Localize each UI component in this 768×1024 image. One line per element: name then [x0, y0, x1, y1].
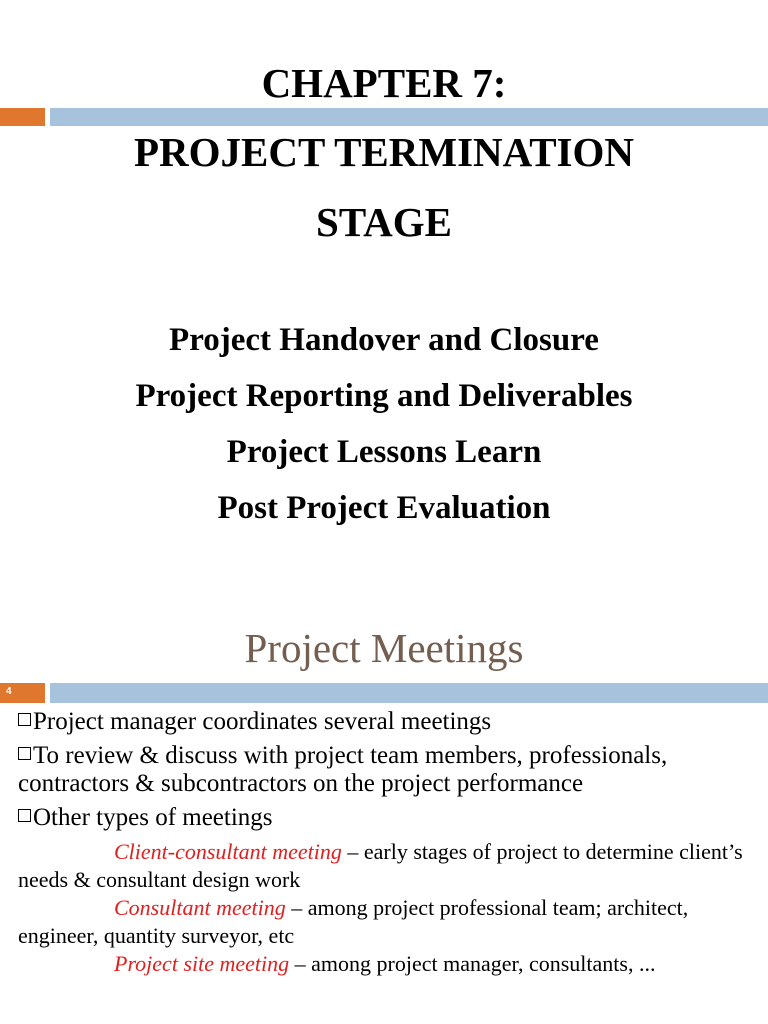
meeting-type-item: [18, 838, 753, 894]
bullet-text: To review & discuss with project team members, professionals, contractors & subcontractors on the project performance: [18, 742, 668, 797]
topic-item: Project Handover and Closure: [169, 322, 599, 358]
bullet-item: [18, 742, 753, 798]
square-bullet-icon: [18, 747, 31, 760]
meeting-type-term: Project site meeting: [114, 951, 290, 976]
bullet-text: Project manager coordinates several meetings: [33, 708, 492, 735]
divider-orange-segment: [0, 683, 45, 703]
title-divider-bar: [0, 108, 768, 126]
slide-divider-bar: [0, 683, 768, 703]
bullet-item: [18, 708, 753, 736]
divider-blue-segment: [50, 108, 768, 126]
topic-item: Post Project Evaluation: [217, 490, 551, 526]
meeting-type-description: – early stages of project to determine client’s needs & consultant design work: [18, 839, 743, 892]
bullet-text: Other types of meetings: [33, 804, 273, 831]
meeting-type-description: – among project professional team; architect, engineer, quantity surveyor, etc: [18, 895, 689, 948]
chapter-subtitle-line1: PROJECT TERMINATION: [133, 129, 635, 175]
topic-list: [0, 316, 768, 540]
slide-title: Project Meetings: [244, 625, 524, 671]
meeting-type-term: Client-consultant meeting: [114, 839, 342, 864]
meeting-type-item: [18, 894, 753, 950]
divider-orange-segment: [0, 108, 45, 126]
bullet-item: [18, 804, 753, 832]
topic-item: Project Lessons Learn: [226, 434, 542, 470]
meeting-type-item: [18, 950, 753, 978]
meeting-type-description: – among project manager, consultants, ...: [289, 951, 656, 976]
slide-number: 4: [6, 686, 12, 697]
divider-blue-segment: [50, 683, 768, 703]
chapter-title: CHAPTER 7:: [261, 60, 507, 106]
chapter-subtitle-line2: STAGE: [316, 199, 452, 245]
slide-body: [18, 708, 753, 978]
topic-item: Project Reporting and Deliverables: [135, 378, 633, 414]
square-bullet-icon: [18, 713, 31, 726]
meeting-type-term: Consultant meeting: [114, 895, 286, 920]
square-bullet-icon: [18, 809, 31, 822]
